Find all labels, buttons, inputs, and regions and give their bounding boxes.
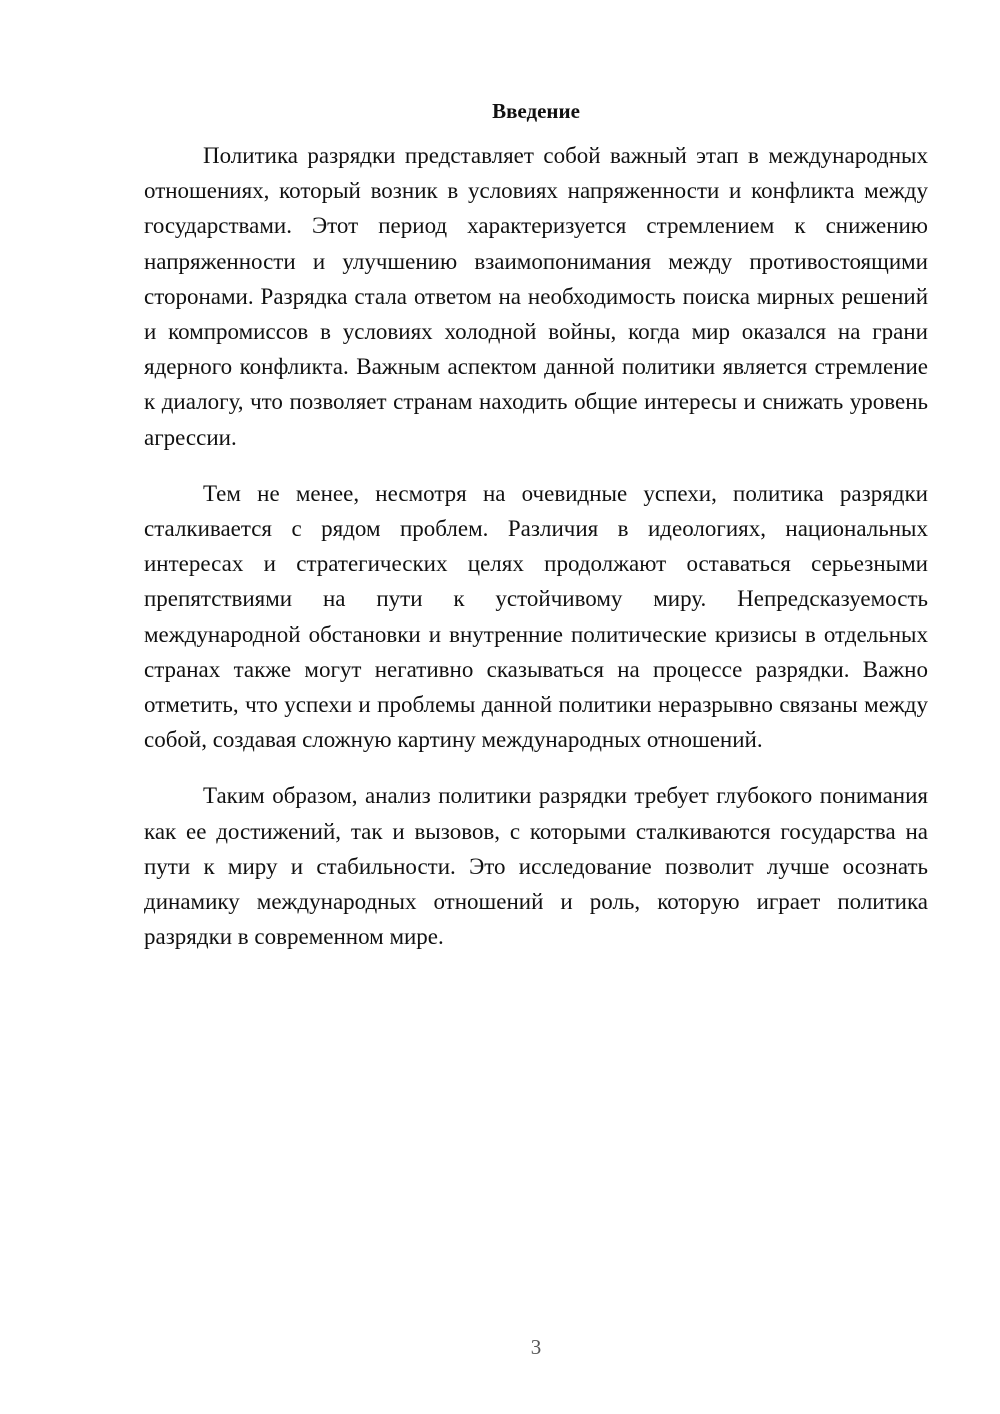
page-content (144, 96, 928, 954)
page-number: 3 (530, 1335, 542, 1359)
section-title: Введение (492, 99, 580, 123)
paragraph-3: Таким образом, анализ политики разрядки требует глубокого понимания как ее достижений, так и вызовов, с которыми сталкиваются государства на пути к миру и стабильности. Это исследование позволит лучше осознать динамику международных отношений и роль, которую играет политика разрядки в современном мире. (144, 783, 928, 950)
paragraph-2: Тем не менее, несмотря на очевидные успехи, политика разрядки сталкивается с рядом проблем. Различия в идеологиях, национальных интересах и стратегических целях продолжают оставаться серьезными препятствиями на пути к устойчивому миру. Непредсказуемость международной обстановки и внутренние политические кризисы в отдельных странах также могут негативно сказываться на процессе разрядки. Важно отметить, что успехи и проблемы данной политики неразрывно связаны между собой, создавая сложную картину международных отношений. (144, 480, 928, 753)
paragraph-1: Политика разрядки представляет собой важный этап в международных отношениях, который возник в условиях напряженности и конфликта между государствами. Этот период характеризуется стремлением к снижению напряженности и улучшению взаимопонимания между противостоящими сторонами. Разрядка стала ответом на необходимость поиска мирных решений и компромиссов в условиях холодной войны, когда мир оказался на грани ядерного конфликта. Важным аспектом данной политики является стремление к диалогу, что позволяет странам находить общие интересы и снижать уровень агрессии. (144, 143, 928, 450)
